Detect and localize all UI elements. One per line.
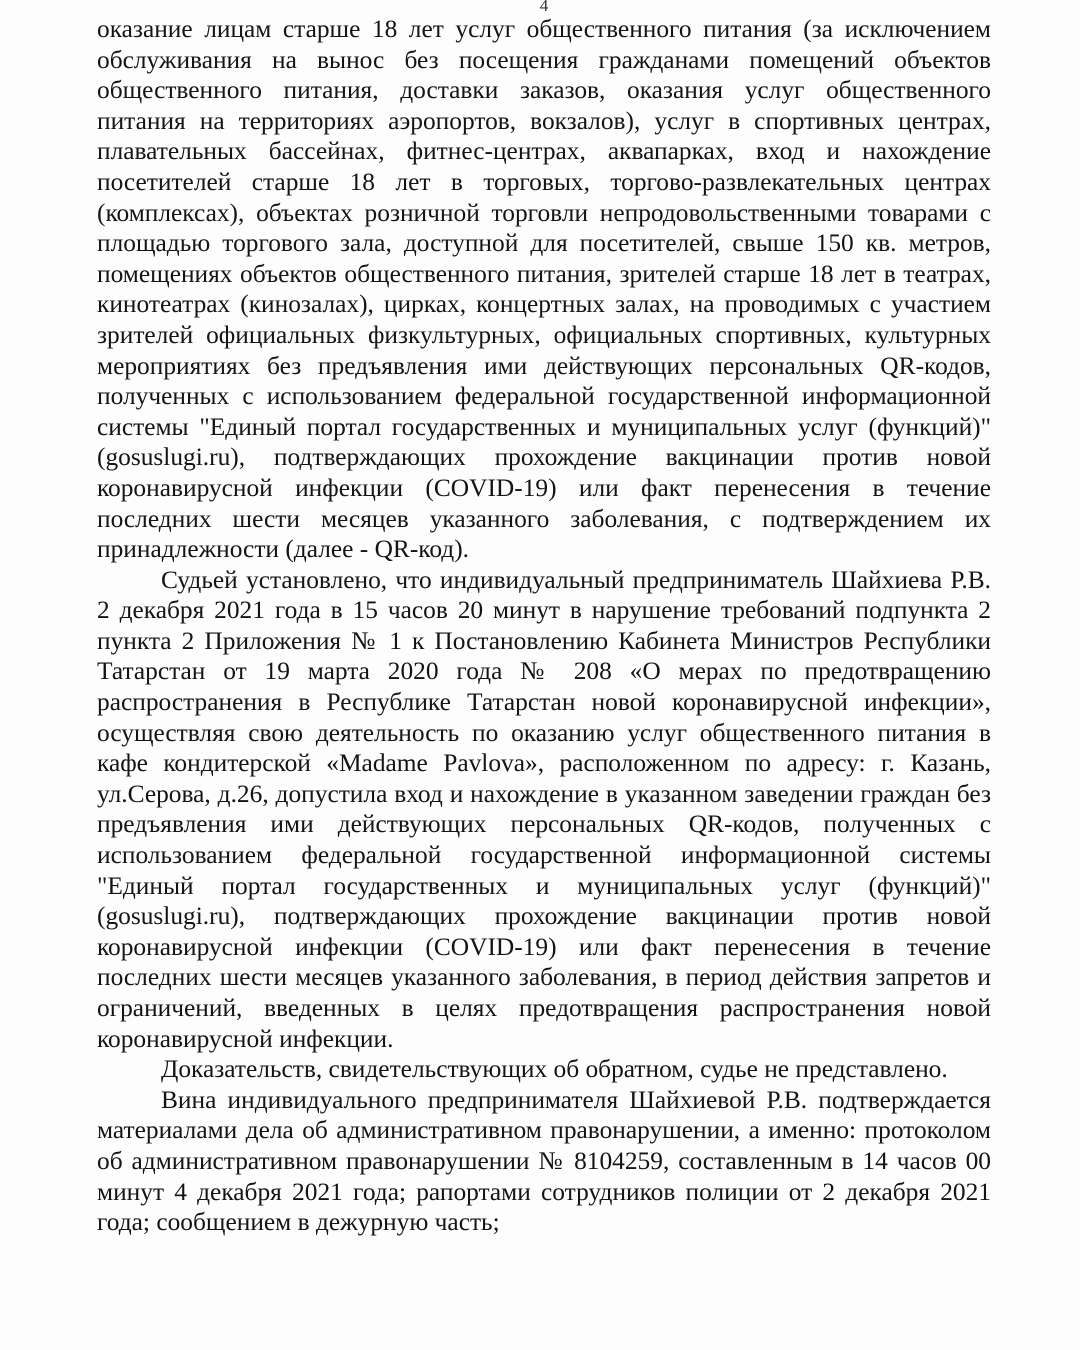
paragraph-no-contrary-evidence: Доказательств, свидетельствующих об обратном, судье не представлено. [161, 1055, 948, 1084]
page-number: 4 [539, 0, 549, 15]
document-body [97, 14, 991, 1238]
paragraph-court-findings: Судьей установлено, что индивидуальный предприниматель Шайхиева Р.В. 2 декабря 2021 года в 15 часов 20 минут в нарушение требований подпункта 2 пункта 2 Приложения № 1 к Постановлению Кабинета Министров Республики Татарстан от 19 марта 2020 года № 208 «О мерах по предотвращению распространения в Республике Татарстан новой коронавирусной инфекции», осуществляя свою деятельность по оказанию услуг общественного питания в кафе кондитерской «Madame Pavlova», расположенном по адресу: г. Казань, ул.Серова, д.26, допустила вход и нахождение в указанном заведении граждан без предъявления ими действующих персональных QR-кодов, полученных с использованием федеральной государственной информационной системы "Единый портал государственных и муниципальных услуг (функций)" (gosuslugi.ru), подтверждающих прохождение вакцинации против новой коронавирусной инфекции (COVID-19) или факт перенесения в течение последних шести месяцев указанного заболевания, в период действия запретов и ограничений, введенных в целях предотвращения распространения новой коронавирусной инфекции. [97, 565, 991, 1053]
paragraph-guilt-evidence: Вина индивидуального предпринимателя Шайхиевой Р.В. подтверждается материалами дела об административном правонарушении, а именно: протоколом об административном правонарушении № 8104259, составленным в 14 часов 00 минут 4 декабря 2021 года; рапортами сотрудников полиции от 2 декабря 2021 года; сообщением в дежурную часть; [97, 1085, 991, 1237]
paragraph-restrictions-list: оказание лицам старше 18 лет услуг общественного питания (за исключением обслуживания на вынос без посещения гражданами помещений объектов общественного питания, доставки заказов, оказания услуг общественного питания на территориях аэропортов, вокзалов), услуг в спортивных центрах, плавательных бассейнах, фитнес-центрах, аквапарках, вход и нахождение посетителей старше 18 лет в торговых, торгово-развлекательных центрах (комплексах), объектах розничной торговли непродовольственными товарами с площадью торгового зала, доступной для посетителей, свыше 150 кв. метров, помещениях объектов общественного питания, зрителей старше 18 лет в театрах, кинотеатрах (кинозалах), цирках, концертных залах, на проводимых с участием зрителей официальных физкультурных, официальных спортивных, культурных мероприятиях без предъявления ими действующих персональных QR-кодов, полученных с использованием федеральной государственной информационной системы "Единый портал государственных и муниципальных услуг (функций)" (gosuslugi.ru), подтверждающих прохождение вакцинации против новой коронавирусной инфекции (COVID-19) или факт перенесения в течение последних шести месяцев указанного заболевания, с подтверждением их принадлежности (далее - QR-код). [97, 15, 991, 564]
